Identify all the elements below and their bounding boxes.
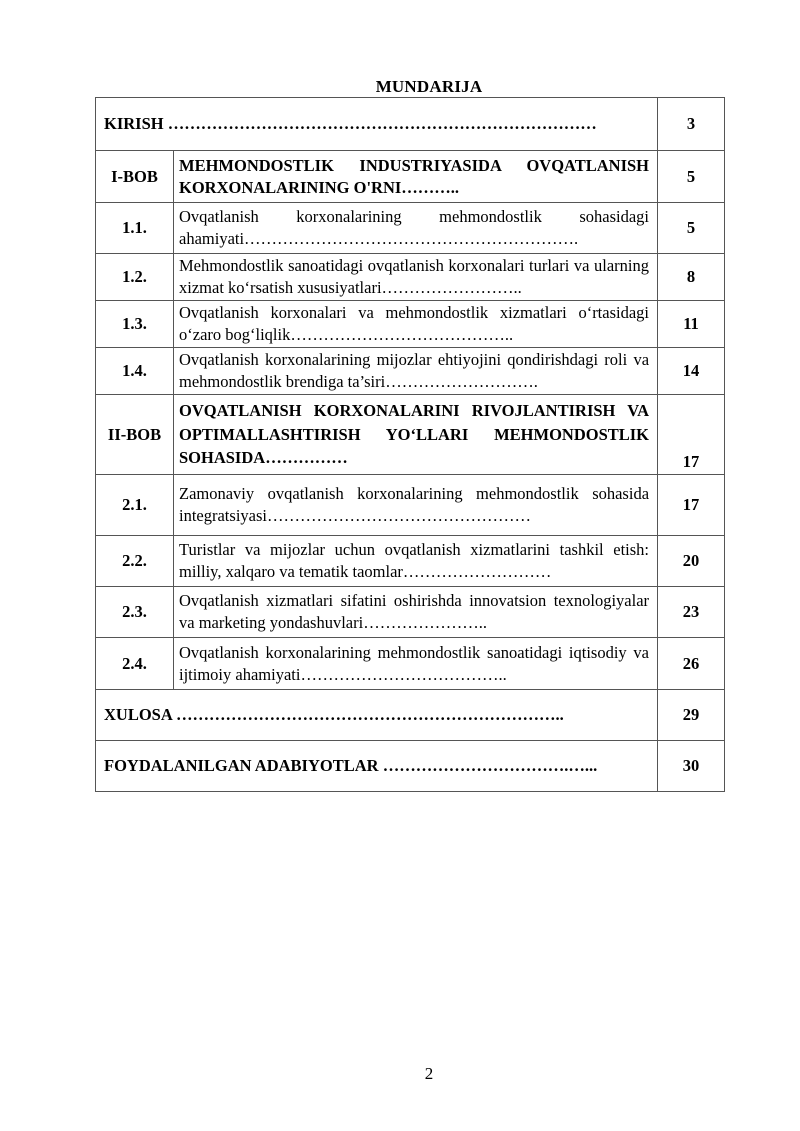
- toc-page-number: 20: [658, 536, 725, 587]
- toc-entry-text[interactable]: XULOSA ……………………………………………………………..: [96, 690, 658, 741]
- toc-page-number: 5: [658, 203, 725, 254]
- toc-row-section-2-2: [96, 536, 725, 587]
- toc-row-section-1-2: [96, 254, 725, 301]
- toc-chapter-label: II-BOB: [96, 395, 174, 475]
- toc-row-section-2-3: [96, 587, 725, 638]
- toc-page-number: 14: [658, 348, 725, 395]
- toc-page-number: 26: [658, 638, 725, 690]
- toc-entry-text[interactable]: Ovqatlanish korxonalarining mijozlar ehtiyojini qondirishdagi roli va mehmondostlik brendiga ta’siri……………………….: [174, 348, 658, 395]
- toc-section-number: 2.3.: [96, 587, 174, 638]
- toc-section-number: 1.3.: [96, 301, 174, 348]
- toc-page-number: 29: [658, 690, 725, 741]
- toc-page-number: 23: [658, 587, 725, 638]
- toc-row-chapter-1: [96, 151, 725, 203]
- toc-entry-text[interactable]: Mehmondostlik sanoatidagi ovqatlanish korxonalari turlari va ularning xizmat ko‘rsatish xususiyatlari……………………..: [174, 254, 658, 301]
- toc-page-number: 3: [658, 98, 725, 151]
- toc-entry-text[interactable]: Ovqatlanish korxonalarining mehmondostlik sanoatidagi iqtisodiy va ijtimoiy ahamiyati………………………………..: [174, 638, 658, 690]
- toc-row-section-1-1: [96, 203, 725, 254]
- toc-entry-text[interactable]: Zamonaviy ovqatlanish korxonalarining mehmondostlik sohasida integratsiyasi…………………………………………: [174, 475, 658, 536]
- table-of-contents: [95, 97, 725, 792]
- toc-entry-text[interactable]: Ovqatlanish korxonalari va mehmondostlik xizmatlari o‘rtasidagi o‘zaro bog‘liqlik…………………………………..: [174, 301, 658, 348]
- toc-row-conclusion: [96, 690, 725, 741]
- toc-page-number: 11: [658, 301, 725, 348]
- toc-entry-text[interactable]: Turistlar va mijozlar uchun ovqatlanish xizmatlarini tashkil etish: milliy, xalqaro va tematik taomlar………………………: [174, 536, 658, 587]
- toc-entry-text[interactable]: Ovqatlanish xizmatlari sifatini oshirishda innovatsion texnologiyalar va marketing yondashuvlari…………………..: [174, 587, 658, 638]
- toc-section-number: 1.4.: [96, 348, 174, 395]
- toc-page-number: 17: [658, 395, 725, 475]
- toc-entry-text[interactable]: FOYDALANILGAN ADABIYOTLAR …………………………….…...: [96, 741, 658, 792]
- toc-chapter-label: I-BOB: [96, 151, 174, 203]
- toc-row-introduction: [96, 98, 725, 151]
- toc-section-number: 2.2.: [96, 536, 174, 587]
- toc-section-number: 2.4.: [96, 638, 174, 690]
- toc-page-number: 30: [658, 741, 725, 792]
- toc-row-section-1-4: [96, 348, 725, 395]
- toc-page-number: 17: [658, 475, 725, 536]
- page-number: 2: [424, 1064, 434, 1083]
- toc-row-section-2-4: [96, 638, 725, 690]
- toc-section-number: 1.2.: [96, 254, 174, 301]
- toc-page-number: 8: [658, 254, 725, 301]
- page-title: MUNDARIJA: [375, 77, 483, 96]
- toc-page-number: 5: [658, 151, 725, 203]
- toc-section-number: 2.1.: [96, 475, 174, 536]
- toc-entry-text[interactable]: MEHMONDOSTLIK INDUSTRIYASIDA OVQATLANISH KORXONALARINING O'RNI………..: [174, 151, 658, 203]
- toc-row-chapter-2: [96, 395, 725, 475]
- toc-entry-text[interactable]: OVQATLANISH KORXONALARINI RIVOJLANTIRISH VA OPTIMALLASHTIRISH YO‘LLARI MEHMONDOSTLIK SOHASIDA……………: [174, 395, 658, 475]
- toc-entry-text[interactable]: KIRISH ……………………………………………………………………: [96, 98, 658, 151]
- toc-section-number: 1.1.: [96, 203, 174, 254]
- toc-entry-text[interactable]: Ovqatlanish korxonalarining mehmondostlik sohasidagi ahamiyati…………………………………………………….: [174, 203, 658, 254]
- toc-row-section-1-3: [96, 301, 725, 348]
- toc-row-section-2-1: [96, 475, 725, 536]
- toc-row-references: [96, 741, 725, 792]
